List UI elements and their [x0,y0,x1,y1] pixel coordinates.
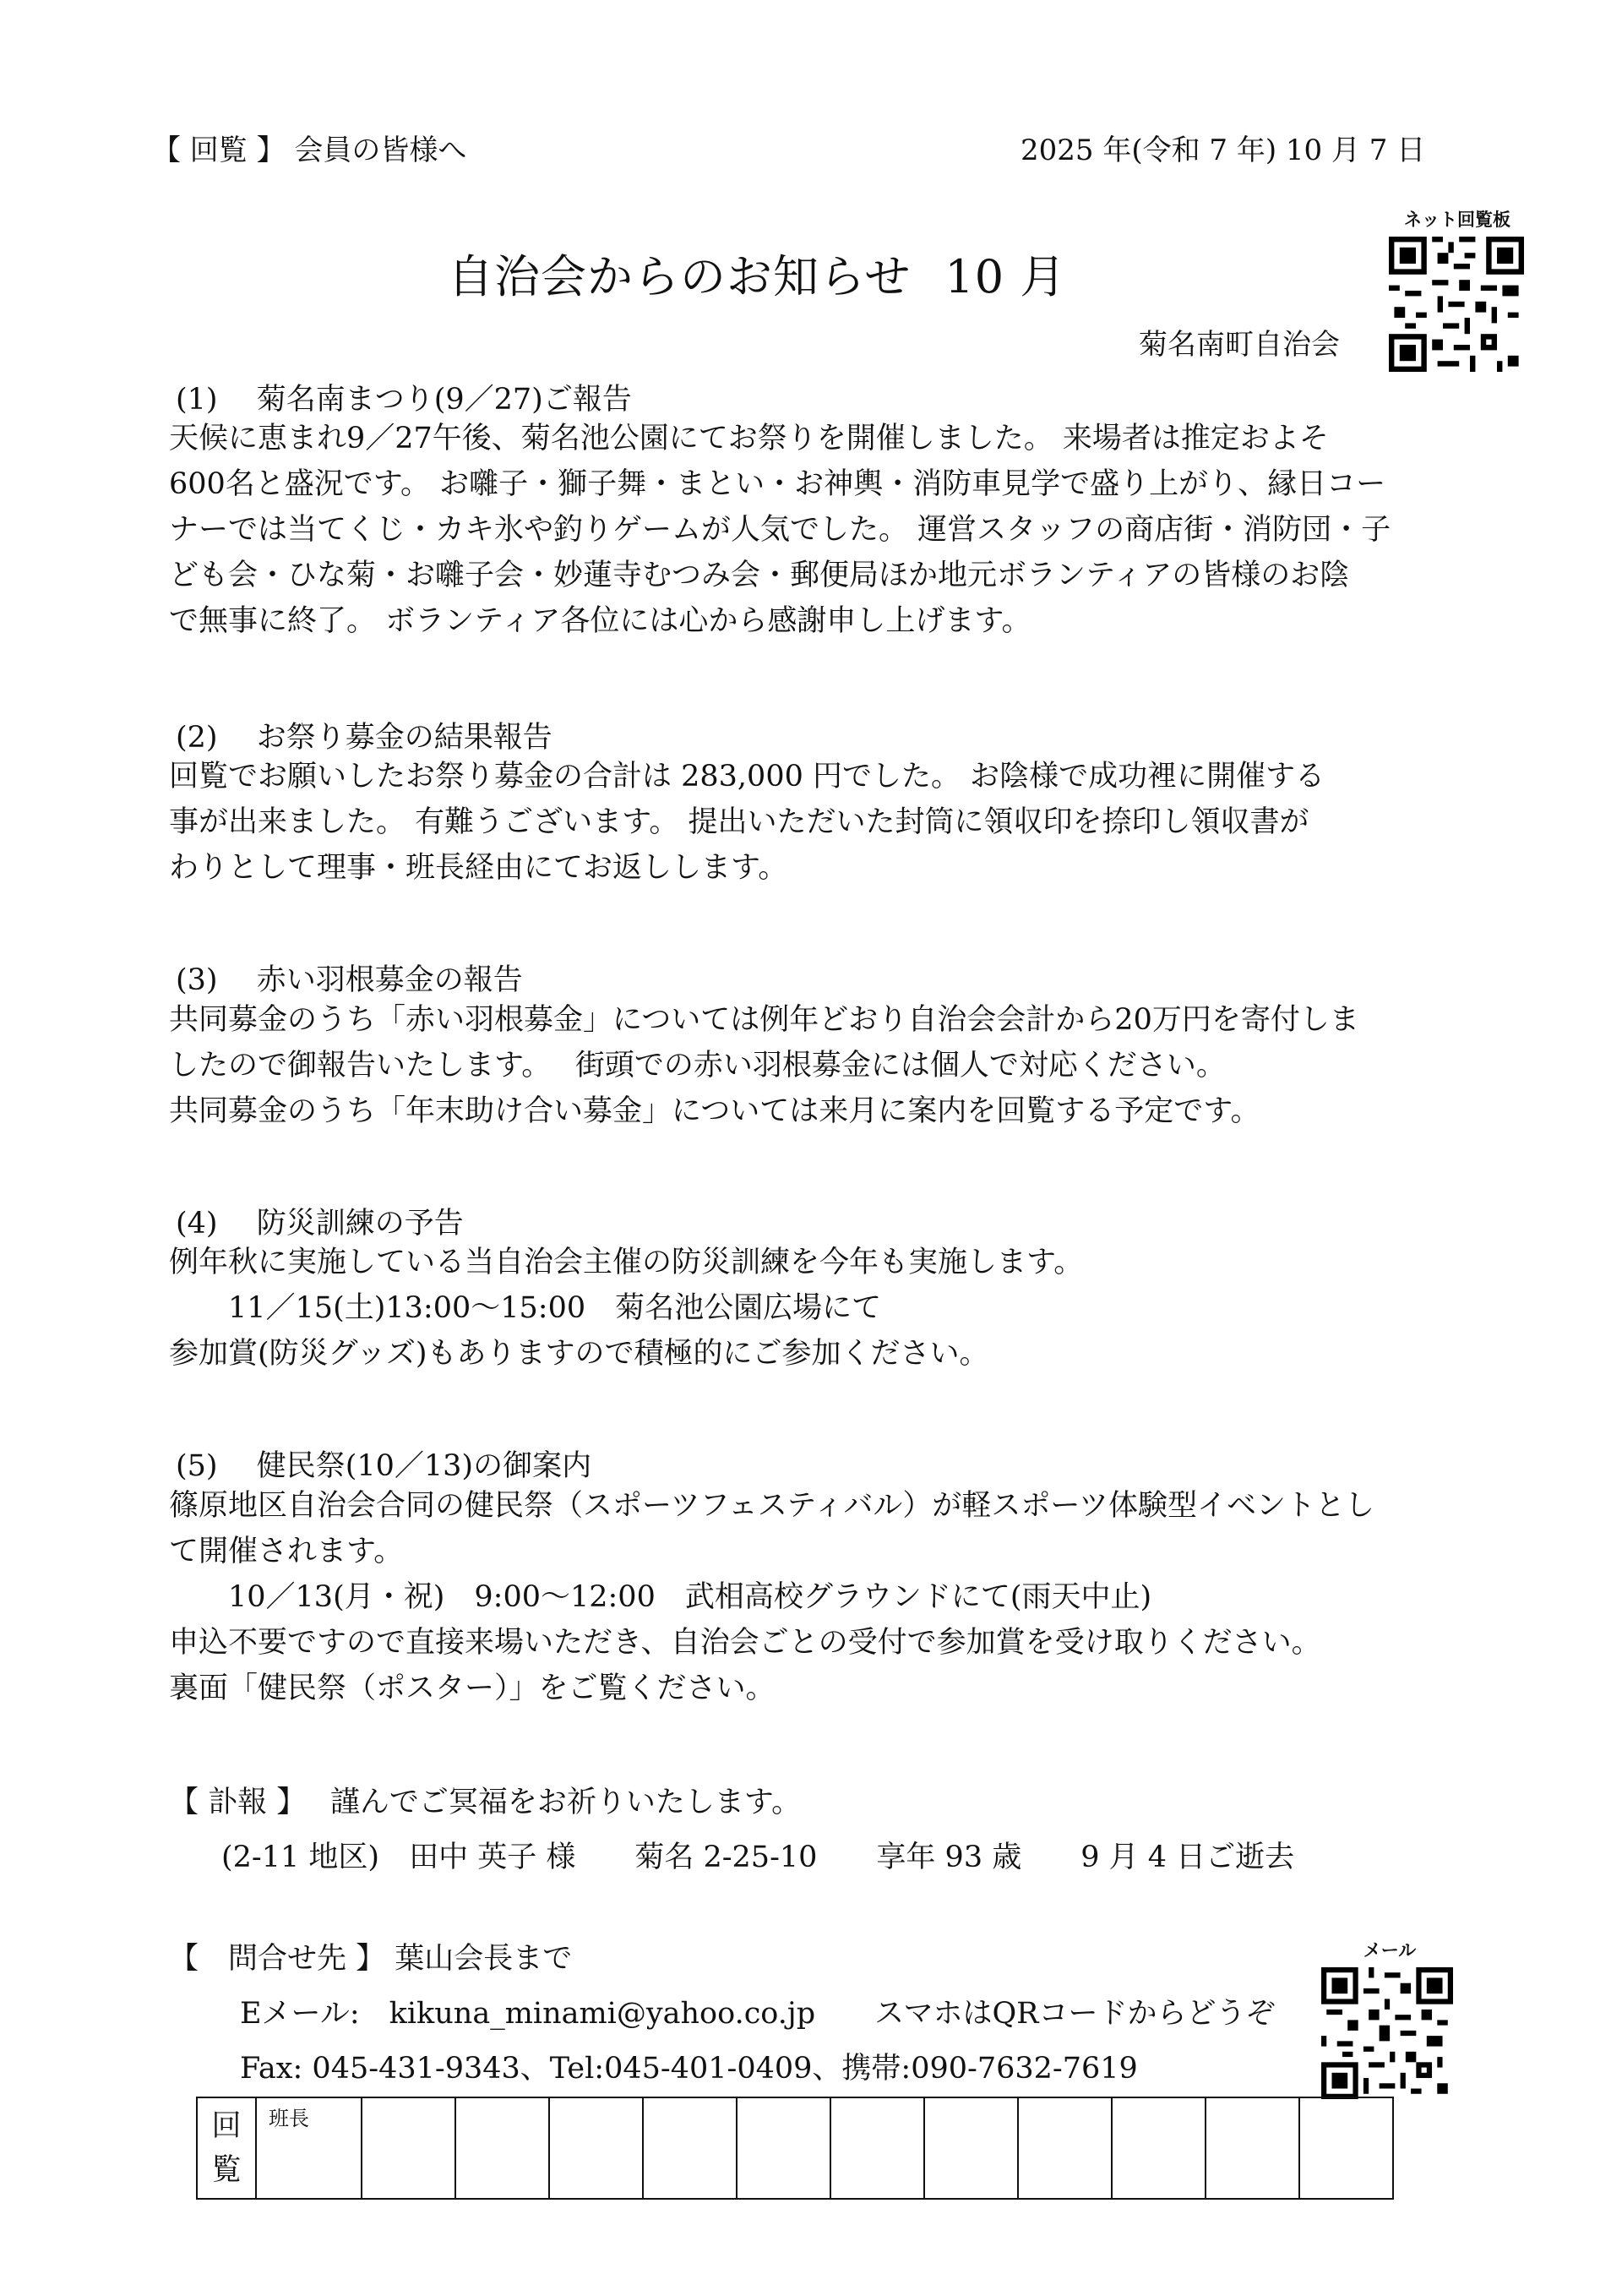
contact-phone-line: Fax: 045-431-9343、Tel:045-401-0409、携帯:090-7632-7619 [240,2052,1138,2086]
section-4-line: 例年秋に実施している当自治会主催の防災訓練を今年も実施します。 [169,1246,1084,1279]
section-5-line: 申込不要ですので直接来場いただき、自治会ごとの受付で参加賞を受け取りください。 [169,1626,1321,1660]
page-title [448,241,1066,306]
net-circular-qr-code-icon[interactable] [1389,237,1529,372]
section-2-body [169,754,1325,891]
net-circular-qr-block [1385,206,1529,372]
section-2-heading: (2) お祭り募金の結果報告 [176,721,552,755]
section-3-body [169,997,1359,1134]
section-1-line: 天候に恵まれ9／27午後、菊名池公園にてお祭りを開催しました。 来場者は推定およそ [169,422,1329,455]
section-1-line: ナーでは当てくじ・カキ氷や釣りゲームが人気でした。 運営スタッフの商店街・消防団・子 [169,513,1391,547]
circulation-cell[interactable] [455,2097,549,2199]
section-1-line: ども会・ひな菊・お囃子会・妙蓮寺むつみ会・郵便局ほか地元ボランティアの皆様のお陰 [169,559,1350,592]
section-2-line: 事が出来ました。 有難うございます。 提出いただいた封筒に領収印を捺印し領収書が [169,805,1309,839]
circulation-label-bottom: 覧 [211,2153,242,2187]
organization-name: 菊名南町自治会 [1139,328,1340,362]
circular-notice: 【 回覧 】 会員の皆様へ [152,134,467,167]
section-3-heading: (3) 赤い羽根募金の報告 [176,963,523,997]
contact-heading: 【 問合せ先 】 葉山会長まで [169,1942,573,1976]
issue-date: 2025 年(令和 7 年) 10 月 7 日 [1021,134,1426,167]
circulation-cell[interactable] [643,2097,737,2199]
section-4-heading: (4) 防災訓練の予告 [176,1207,464,1241]
circulation-cell[interactable] [830,2097,924,2199]
obituary-heading: 【 訃報 】 謹んでご冥福をお祈りいたします。 [169,1786,802,1819]
section-1-line: で無事に終了。 ボランティア各位には心から感謝申し上げます。 [169,604,1031,638]
section-2-line: 回覧でお願いしたお祭り募金の合計は 283,000 円でした。 お陰様で成功裡に開催する [169,760,1325,794]
leader-label: 班長 [269,2107,309,2130]
contact-email-line: Eメール: kikuna_minami@yahoo.co.jp スマホはQRコードからどうぞ [240,1997,1276,2031]
section-5-heading: (5) 健民祭(10／13)の御案内 [176,1449,592,1483]
section-4-body [169,1240,1083,1377]
circulation-check-table [196,2097,1394,2200]
section-5-line: 篠原地区自治会合同の健民祭（スポーツフェスティバル）が軽スポーツ体験型イベントとし [169,1489,1374,1523]
qr-label: ネット回覧板 [1404,210,1510,230]
circulation-cell[interactable] [1018,2097,1112,2199]
circulation-cell[interactable] [362,2097,455,2199]
circulation-cell[interactable] [1299,2097,1393,2199]
circulation-cell-leader[interactable] [256,2097,362,2199]
section-1-body [169,416,1391,644]
circulation-label [197,2097,256,2199]
section-5-line: て開催されます。 [169,1535,404,1568]
mail-qr-code-icon[interactable] [1321,1967,1461,2099]
section-3-line: 共同募金のうち「年末助け合い募金」については来月に案内を回覧する予定です。 [169,1094,1260,1128]
section-4-line: 参加賞(防災グッズ)もありますので積極的にご参加ください。 [169,1337,989,1371]
obituary-line: (2-11 地区) 田中 英子 様 菊名 2-25-10 享年 93 歳 9 月 4 日ご逝去 [221,1841,1295,1874]
section-1-line: 600名と盛況です。 お囃子・獅子舞・まとい・お神輿・消防車見学で盛り上がり、縁日コー [169,467,1386,501]
section-2-line: わりとして理事・班長経由にてお返しします。 [169,851,788,885]
section-5-line: 裏面「健民祭（ポスター）」をご覧ください。 [169,1672,776,1705]
circulation-cell[interactable] [549,2097,643,2199]
mail-qr-block [1318,1937,1461,2099]
page-title-text: 自治会からのお知らせ [448,250,912,303]
section-1-heading: (1) 菊名南まつり(9／27)ご報告 [176,383,632,417]
section-3-line: したので御報告いたします。 街頭での赤い羽根募金には個人で対応ください。 [169,1049,1226,1083]
circulation-cell[interactable] [737,2097,830,2199]
page-title-month: 10 月 [944,250,1067,303]
section-5-line: 10／13(月・祝) 9:00～12:00 武相高校グラウンドにて(雨天中止) [169,1580,1152,1614]
qr-label: メール [1363,1940,1417,1961]
section-3-line: 共同募金のうち「赤い羽根募金」については例年どおり自治会会計から20万円を寄付しま [169,1003,1359,1037]
section-4-line: 11／15(土)13:00～15:00 菊名池公園広場にて [169,1291,882,1325]
circulation-label-top: 回 [211,2109,242,2143]
circulation-cell[interactable] [924,2097,1018,2199]
section-5-body [169,1483,1374,1711]
circulation-cell[interactable] [1112,2097,1206,2199]
circulation-cell[interactable] [1206,2097,1299,2199]
